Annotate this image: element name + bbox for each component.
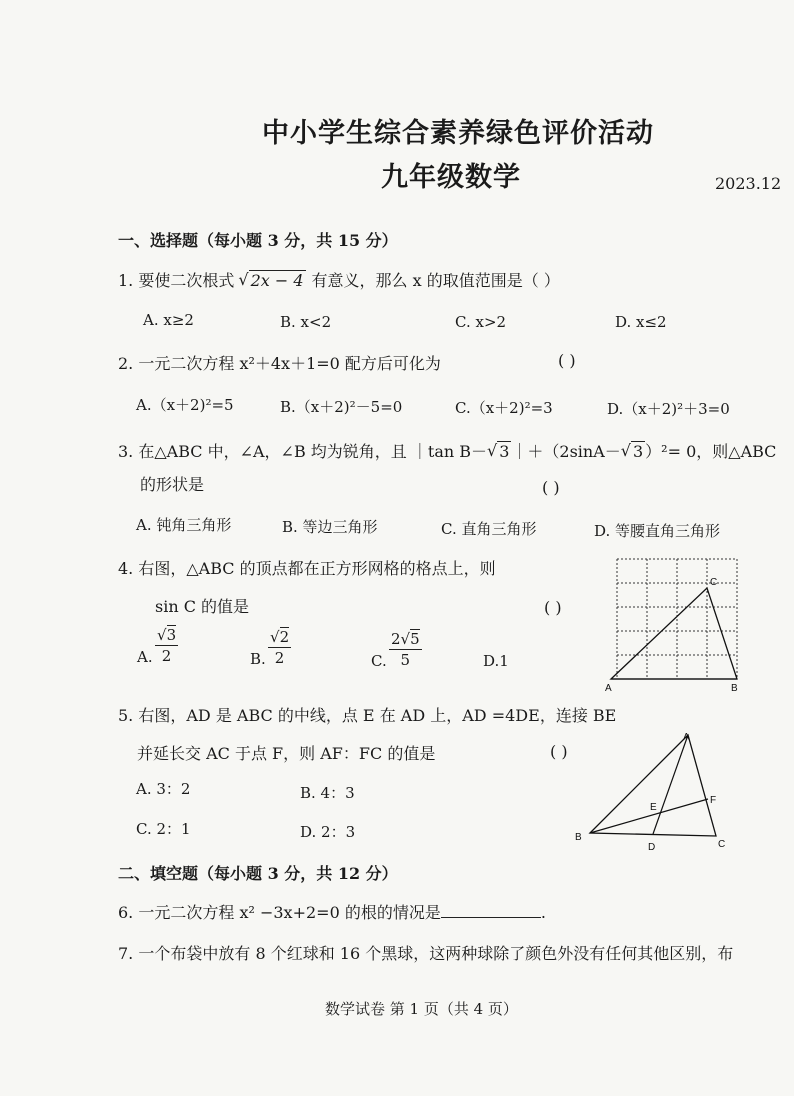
q4-option-c-label: C. xyxy=(371,652,387,670)
question-2: 2. 一元二次方程 x²＋4x＋1=0 配方后可化为 xyxy=(118,354,441,373)
q3-root-b: 3 xyxy=(632,441,644,461)
grid-lines xyxy=(617,559,737,679)
q4-option-b-label: B. xyxy=(250,650,266,668)
q1-stem-a: 1. 要使二次根式 xyxy=(118,271,235,290)
radical-sign: √ xyxy=(270,628,280,646)
question-6 xyxy=(118,900,546,923)
triangle-abc xyxy=(611,588,737,679)
q2-option-b: B.（x＋2)²－5=0 xyxy=(280,398,403,416)
q4-option-a-label: A. xyxy=(137,648,153,666)
label-a: A xyxy=(683,732,690,743)
fraction-numerator xyxy=(155,628,178,646)
q4-option-b-fraction xyxy=(268,630,291,666)
q1-stem-b: 有意义，那么 x 的取值范围是（ ） xyxy=(311,271,560,290)
label-d: D xyxy=(648,842,656,853)
q3-stem-a: 3. 在△ABC 中，∠A，∠B 均为锐角，且 ｜tan B－ xyxy=(118,442,488,461)
question-7: 7. 一个布袋中放有 8 个红球和 16 个黑球，这两种球除了颜色外没有任何其他区别，布 xyxy=(118,944,734,963)
exam-date: 2023.12 xyxy=(715,174,782,193)
q1-option-c: C. x>2 xyxy=(455,313,507,331)
radical-sign: √ xyxy=(620,441,631,460)
q3-option-d: D. 等腰直角三角形 xyxy=(594,522,721,540)
q1-radicand: 2x − 4 xyxy=(250,270,304,290)
q6-end: . xyxy=(540,903,546,922)
q4-option-c-fraction xyxy=(389,632,422,668)
q1-option-a: A. x≥2 xyxy=(143,311,194,329)
q3-stem-b: ｜＋（2sinA－ xyxy=(511,442,621,461)
q4-opt-a-den: 2 xyxy=(161,647,172,665)
q2-answer-paren: ( ) xyxy=(558,351,576,370)
label-c: C xyxy=(718,839,726,850)
section-heading-choice: 一、选择题（每小题 3 分，共 15 分） xyxy=(118,231,398,250)
q4-opt-c-coef: 2 xyxy=(391,630,401,648)
question-4: 4. 右图，△ABC 的顶点都在正方形网格的格点上，则 xyxy=(118,559,496,578)
median-ad xyxy=(653,735,688,834)
radical-sign: √ xyxy=(157,626,167,644)
q2-option-c: C.（x＋2)²=3 xyxy=(455,399,553,417)
question-1 xyxy=(118,268,560,291)
q5-option-b: B. 4：3 xyxy=(300,784,355,802)
label-e: E xyxy=(650,802,657,813)
q4-answer-paren: ( ) xyxy=(544,598,562,617)
q3-option-b: B. 等边三角形 xyxy=(282,518,378,536)
q3-option-c: C. 直角三角形 xyxy=(441,520,537,538)
q4-option-a-fraction xyxy=(155,628,178,664)
q5-option-a: A. 3：2 xyxy=(136,780,191,798)
triangle-abc xyxy=(590,735,716,836)
q4-grid-figure xyxy=(603,553,748,695)
q5-stem-line2: 并延长交 AC 于点 F，则 AF：FC 的值是 xyxy=(137,744,436,763)
question-5: 5. 右图，AD 是 ABC 的中线，点 E 在 AD 上，AD =4DE，连接 BE xyxy=(118,706,617,725)
q3-answer-paren: ( ) xyxy=(542,478,560,497)
q4-option-d: D.1 xyxy=(483,652,509,670)
q3-root-a: 3 xyxy=(499,441,510,461)
q3-option-a: A. 钝角三角形 xyxy=(136,516,232,534)
q4-opt-b-num: 2 xyxy=(279,628,290,646)
q4-opt-c-den: 5 xyxy=(400,651,411,669)
q2-option-d: D.（x＋2)²＋3=0 xyxy=(607,400,730,418)
q5-triangle-figure xyxy=(570,727,735,854)
label-b: B xyxy=(731,683,738,694)
label-c: C xyxy=(710,577,718,588)
q3-stem-c: ）²= 0，则△ABC xyxy=(645,442,777,461)
q1-option-b: B. x<2 xyxy=(280,313,332,331)
label-a: A xyxy=(605,683,612,694)
fraction-numerator xyxy=(268,630,291,648)
q2-option-a: A.（x＋2)²=5 xyxy=(136,396,234,414)
page-footer: 数学试卷 第 1 页（共 4 页） xyxy=(325,1000,518,1018)
radical-sign: √ xyxy=(487,441,498,460)
label-f: F xyxy=(710,795,717,806)
exam-subtitle: 九年级数学 xyxy=(381,162,521,193)
q4-opt-c-num: 5 xyxy=(410,630,420,648)
exam-title: 中小学生综合素养绿色评价活动 xyxy=(262,118,654,149)
label-b: B xyxy=(575,832,582,843)
fraction-numerator xyxy=(389,632,422,650)
q3-stem-line2: 的形状是 xyxy=(140,475,205,494)
radical-sign: √ xyxy=(238,270,249,289)
question-3 xyxy=(118,439,776,462)
q1-option-d: D. x≤2 xyxy=(615,313,667,331)
q4-opt-b-den: 2 xyxy=(274,649,285,667)
q4-opt-a-num: 3 xyxy=(166,626,177,644)
q6-stem: 6. 一元二次方程 x² −3x+2=0 的根的情况是 xyxy=(118,903,441,922)
q4-stem-line2: sin C 的值是 xyxy=(155,597,250,616)
radical-sign: √ xyxy=(400,630,411,648)
q6-answer-blank[interactable] xyxy=(441,903,541,918)
q5-answer-paren: ( ) xyxy=(550,742,568,761)
section-heading-fill: 二、填空题（每小题 3 分，共 12 分） xyxy=(118,864,398,883)
q5-option-c: C. 2：1 xyxy=(136,820,191,838)
q5-option-d: D. 2：3 xyxy=(300,823,356,841)
